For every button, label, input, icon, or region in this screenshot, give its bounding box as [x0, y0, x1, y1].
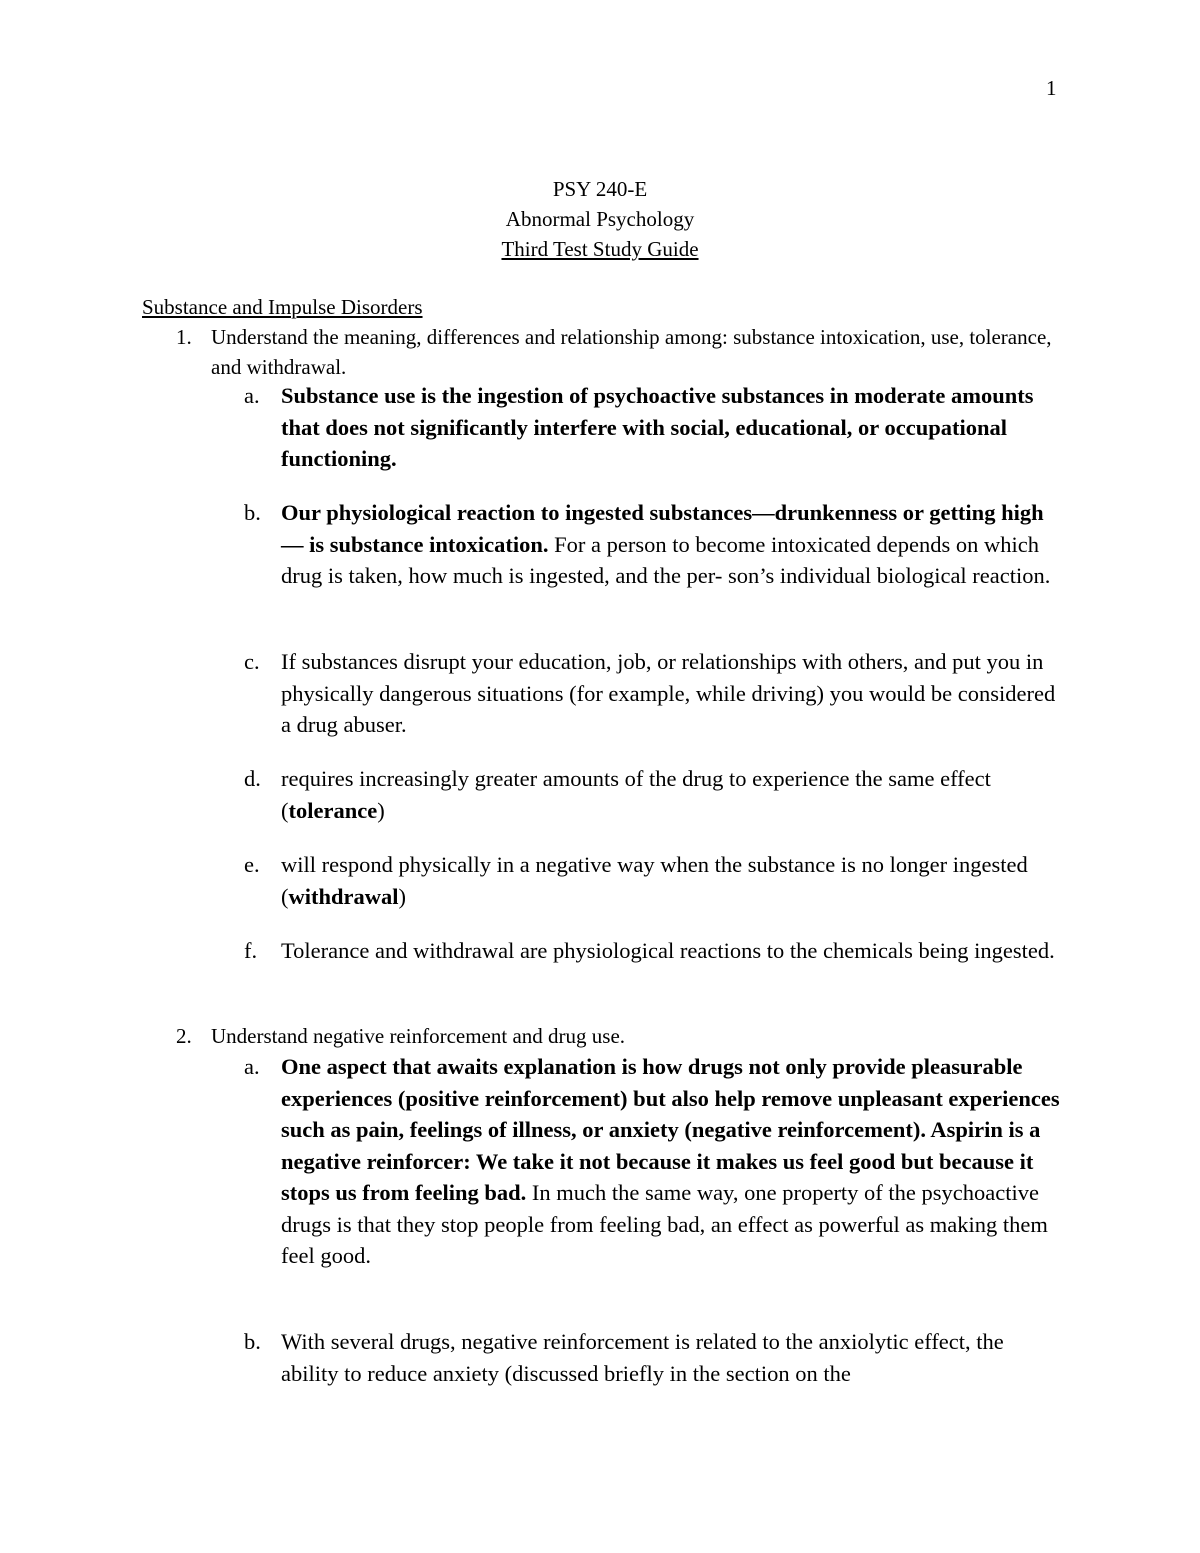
- answer-1e: [244, 849, 1064, 912]
- answer-text: Tolerance and withdrawal are physiological reactions to the chemicals being ingested.: [281, 938, 1055, 963]
- answer-bold-text: tolerance: [288, 797, 378, 823]
- page-number: 1: [1046, 76, 1057, 100]
- answer-label: a.: [244, 383, 260, 408]
- answer-label: f.: [244, 938, 258, 963]
- answer-label: c.: [244, 649, 260, 674]
- answer-1a: [244, 380, 1064, 475]
- answer-tail-text: ): [377, 797, 385, 823]
- answer-2b: [244, 1326, 1064, 1389]
- answer-label: a.: [244, 1054, 260, 1079]
- answer-text: Substance use is the ingestion of psychoactive substances in moderate amounts that does not significantly interfere with social, educational, or occupational functioning.: [281, 383, 1034, 471]
- section-heading: Substance and Impulse Disorders: [142, 295, 423, 319]
- answer-1c: [244, 646, 1064, 741]
- answer-bold-text: Our physiological reaction to ingested substances—drunkenness or getting high— is substance intoxication.: [281, 500, 1044, 557]
- answer-bold-text: withdrawal: [288, 883, 399, 909]
- answer-normal-text: For a person to become intoxicated depends on which drug is taken, how much is ingested, and the per- son’s individual biological reaction.: [281, 531, 1051, 588]
- answer-text: [281, 497, 1064, 592]
- question-number: 2.: [176, 1024, 192, 1048]
- answer-bold-text: One aspect that awaits explanation is how drugs not only provide pleasurable experiences (positive reinforcement) but also help remove unpleasant experiences such as pain, feelings of illness, or anxiety (negative reinforcement). Aspirin is a negative reinforcer: We take it not because it makes us feel good but because it stops us from feeling bad.: [281, 1054, 1060, 1205]
- answer-normal-text: requires increasingly greater amounts of the drug to experience the same effect (: [281, 766, 991, 823]
- answer-1b: [244, 497, 1064, 592]
- answer-label: b.: [244, 500, 261, 525]
- course-subject: Abnormal Psychology: [505, 207, 695, 231]
- answer-label: e.: [244, 852, 260, 877]
- answer-normal-text: In much the same way, one property of the psychoactive drugs is that they stop people from feeling bad, an effect as powerful as making them feel good.: [281, 1180, 1048, 1268]
- question-text: Understand the meaning, differences and relationship among: substance intoxication, use, tolerance, and withdrawal.: [211, 325, 1052, 379]
- answer-text: [281, 1051, 1064, 1272]
- document-title: Third Test Study Guide: [501, 237, 699, 261]
- answer-text: [281, 849, 1064, 912]
- answer-1f: [244, 935, 1064, 967]
- answer-text: If substances disrupt your education, job, or relationships with others, and put you in physically dangerous situations (for example, while driving) you would be considered a drug abuser.: [281, 649, 1056, 737]
- answer-tail-text: ): [398, 883, 407, 909]
- document-header: [0, 174, 1200, 264]
- answer-label: b.: [244, 1329, 261, 1354]
- question-text: Understand negative reinforcement and drug use.: [211, 1024, 626, 1048]
- question-1: [176, 322, 1076, 382]
- answer-1d: [244, 763, 1064, 826]
- course-code: PSY 240-E: [552, 177, 648, 201]
- question-number: 1.: [176, 325, 192, 349]
- answer-normal-text: will respond physically in a negative way when the substance is no longer ingested (: [281, 852, 1028, 909]
- answer-label: d.: [244, 766, 261, 791]
- answer-text: With several drugs, negative reinforcement is related to the anxiolytic effect, the ability to reduce anxiety (discussed briefly in the section on the: [281, 1329, 1004, 1386]
- question-2: [176, 1021, 1076, 1051]
- answer-2a: [244, 1051, 1064, 1272]
- answer-text: [281, 763, 1064, 826]
